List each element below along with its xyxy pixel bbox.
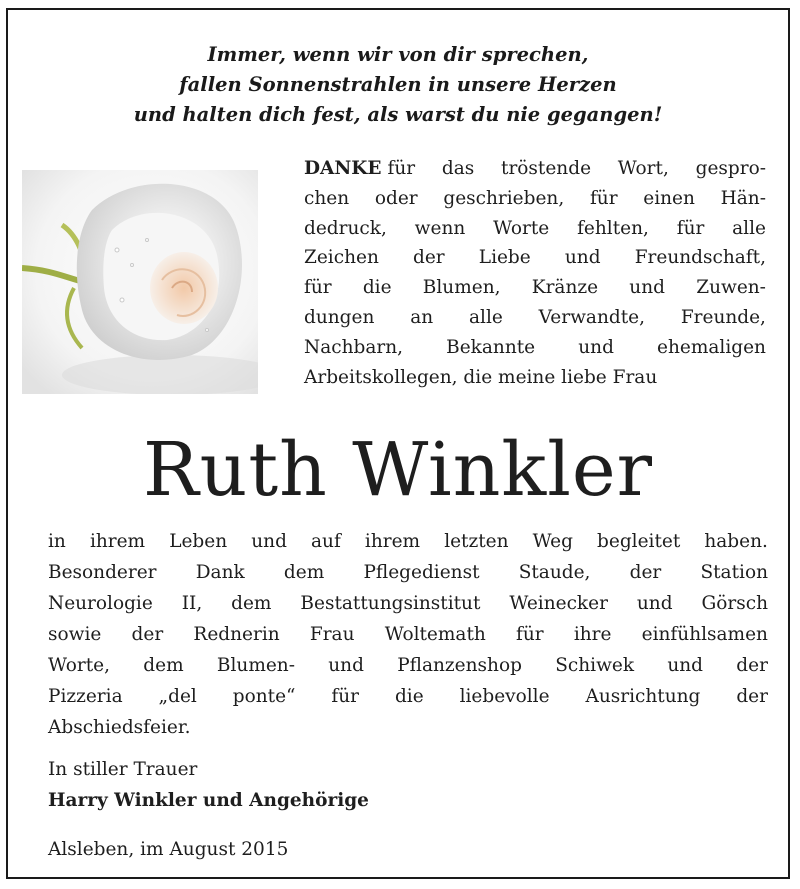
- word: dem: [231, 593, 272, 614]
- obituary-notice: [6, 8, 790, 879]
- word: und: [636, 593, 673, 614]
- word: begleitet: [597, 531, 681, 552]
- word: sowie: [48, 624, 102, 645]
- word: Station: [700, 562, 768, 583]
- word: chen: [304, 187, 350, 209]
- word: der: [629, 562, 662, 583]
- signoff-line: In stiller Trauer: [48, 759, 198, 780]
- word: II,: [181, 593, 203, 614]
- word: tröstende: [501, 158, 592, 179]
- word: Worte,: [48, 655, 111, 676]
- word: letzten: [444, 531, 509, 552]
- text-line: [304, 184, 766, 214]
- word: ihrem: [364, 531, 421, 552]
- word: Bekannte: [446, 336, 536, 358]
- text-line: [48, 588, 768, 619]
- word: Zeichen: [304, 247, 379, 269]
- word: dungen: [304, 306, 375, 328]
- word: Weinecker: [509, 593, 608, 614]
- word: alle: [469, 306, 503, 328]
- word: oder: [374, 187, 418, 209]
- word: Staude,: [518, 562, 591, 583]
- text-line: Arbeitskollegen, die meine liebe Frau: [304, 366, 658, 388]
- body-paragraph: [48, 526, 768, 743]
- word: Frau: [309, 624, 355, 645]
- word: Bestattungsinstitut: [300, 593, 481, 614]
- word: ponte“: [232, 686, 296, 707]
- word: Besonderer: [48, 562, 157, 583]
- word: und: [629, 277, 665, 299]
- word: für: [516, 624, 544, 645]
- word: der: [413, 247, 445, 269]
- text-line: [48, 650, 768, 681]
- text-line: [304, 273, 766, 303]
- word: Rednerin: [193, 624, 280, 645]
- word: die: [394, 686, 424, 707]
- word: an: [410, 306, 434, 328]
- word: und: [667, 655, 704, 676]
- word: für: [331, 686, 360, 707]
- thanks-lead: DANKE: [304, 158, 382, 179]
- word: ihre: [573, 624, 612, 645]
- word: Freunde,: [680, 306, 766, 328]
- word: für: [387, 158, 416, 179]
- word: die: [362, 277, 392, 299]
- word: Hän-: [720, 187, 766, 209]
- word: gespro-: [695, 158, 766, 179]
- text-line: [48, 619, 768, 650]
- signoff: [48, 754, 369, 816]
- word: für: [589, 187, 618, 209]
- word: dem: [143, 655, 184, 676]
- word: ihrem: [89, 531, 146, 552]
- word: „del: [158, 686, 197, 707]
- word: und: [328, 655, 364, 676]
- word: Dank: [195, 562, 245, 583]
- word: Freundschaft,: [634, 247, 766, 269]
- word: dedruck,: [304, 217, 387, 239]
- word: alle: [732, 217, 766, 239]
- text-line: [304, 214, 766, 244]
- word: fehlten,: [577, 217, 649, 239]
- verse-line: Immer, wenn wir von dir sprechen,: [207, 43, 589, 66]
- word: Verwandte,: [538, 306, 645, 328]
- white-rose-image: [22, 170, 258, 394]
- word: für: [676, 217, 705, 239]
- word: und: [578, 336, 614, 358]
- word: Ausrichtung: [585, 686, 701, 707]
- word: liebevolle: [459, 686, 550, 707]
- word: einen: [643, 187, 695, 209]
- word: ehemaligen: [657, 336, 766, 358]
- word: Wort,: [617, 158, 669, 179]
- word: Görsch: [701, 593, 768, 614]
- text-line: [304, 303, 766, 333]
- word: Pflegedienst: [363, 562, 480, 583]
- text-line: [304, 333, 766, 363]
- word: Kränze: [531, 277, 599, 299]
- word: Worte: [493, 217, 550, 239]
- word: Woltemath: [384, 624, 486, 645]
- word: haben.: [704, 531, 768, 552]
- word: der: [736, 686, 768, 707]
- word: Schiwek: [555, 655, 635, 676]
- word: für: [304, 277, 332, 299]
- word: der: [131, 624, 164, 645]
- word: dem: [283, 562, 325, 583]
- thanks-paragraph: [304, 154, 766, 392]
- word: Blumen,: [422, 277, 501, 299]
- verse-line: und halten dich fest, als warst du nie gegangen!: [133, 103, 663, 126]
- verse-line: fallen Sonnenstrahlen in unsere Herzen: [179, 73, 617, 96]
- word: und: [251, 531, 287, 552]
- word: das: [441, 158, 475, 179]
- word: Leben: [169, 531, 228, 552]
- word: und: [564, 247, 601, 269]
- word: auf: [311, 531, 341, 552]
- text-line: [48, 526, 768, 557]
- word: Zuwen-: [696, 277, 766, 299]
- word: Weg: [532, 531, 573, 552]
- place-date: Alsleben, im August 2015: [48, 839, 289, 860]
- word: Liebe: [478, 247, 531, 269]
- text-line: [304, 243, 766, 273]
- word: Nachbarn,: [304, 336, 404, 358]
- text-line: Abschiedsfeier.: [48, 717, 191, 738]
- verse: [8, 40, 788, 130]
- word: wenn: [414, 217, 466, 239]
- word: Pizzeria: [48, 686, 123, 707]
- word: Pflanzenshop: [397, 655, 522, 676]
- rose-icon: [22, 170, 258, 394]
- deceased-name: Ruth Winkler: [142, 427, 654, 513]
- word: der: [736, 655, 768, 676]
- text-line: [304, 154, 766, 184]
- mourner-names: Harry Winkler und Angehörige: [48, 790, 369, 811]
- text-line-content: [388, 154, 767, 184]
- word: Neurologie: [48, 593, 153, 614]
- text-line: [48, 681, 768, 712]
- word: einfühlsamen: [641, 624, 768, 645]
- text-line: [48, 557, 768, 588]
- word: Blumen-: [216, 655, 295, 676]
- word: geschrieben,: [443, 187, 565, 209]
- word: in: [48, 531, 66, 552]
